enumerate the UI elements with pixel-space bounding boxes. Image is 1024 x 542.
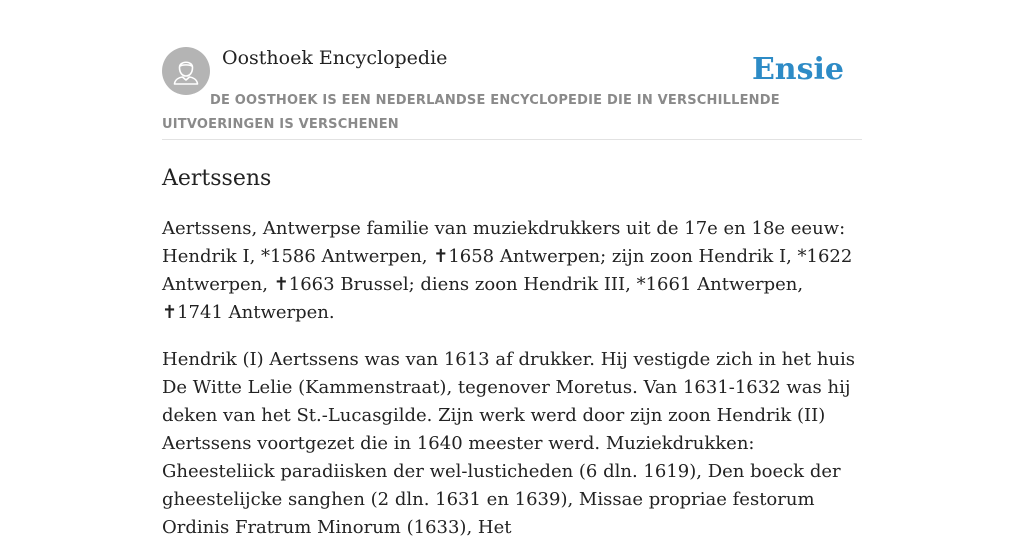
article-title: Aertssens: [162, 166, 272, 191]
article-paragraph: Hendrik (I) Aertssens was van 1613 af drukker. Hij vestigde zich in het huis De Witte Lelie (Kammenstraat), tegenover Moretus. Van 1631-1632 was hij deken van het St.-Lucasgilde. Zijn werk werd door zijn zoon Hendrik (II) Aertssens voortgezet die in 1640 meester werd. Muziekdrukken: Gheesteliick paradiisken der wel-lusticheden (6 dln. 1619), Den boeck der gheestelijcke sanghen (2 dln. 1631 en 1639), Missae propriae festorum Ordinis Fratrum Minorum (1633), Het: [162, 349, 856, 538]
site-name-link[interactable]: Oosthoek Encyclopedie: [222, 47, 448, 69]
site-tagline: DE OOSTHOEK IS EEN NEDERLANDSE ENCYCLOPEDIE DIE IN VERSCHILLENDE UITVOERINGEN IS VERSCHENEN: [162, 93, 780, 132]
user-avatar-icon[interactable]: [162, 47, 210, 95]
ensie-logo[interactable]: Ensie: [751, 52, 844, 87]
site-header: [162, 46, 862, 140]
article-paragraph: Aertssens, Antwerpse familie van muziekdrukkers uit de 17e en 18e eeuw: Hendrik I, *1586 Antwerpen, ✝1658 Antwerpen; zijn zoon Hendrik I, *1622 Antwerpen, ✝1663 Brussel; diens zoon Hendrik III, *1661 Antwerpen, ✝1741 Antwerpen.: [162, 218, 853, 323]
page: [162, 0, 862, 542]
